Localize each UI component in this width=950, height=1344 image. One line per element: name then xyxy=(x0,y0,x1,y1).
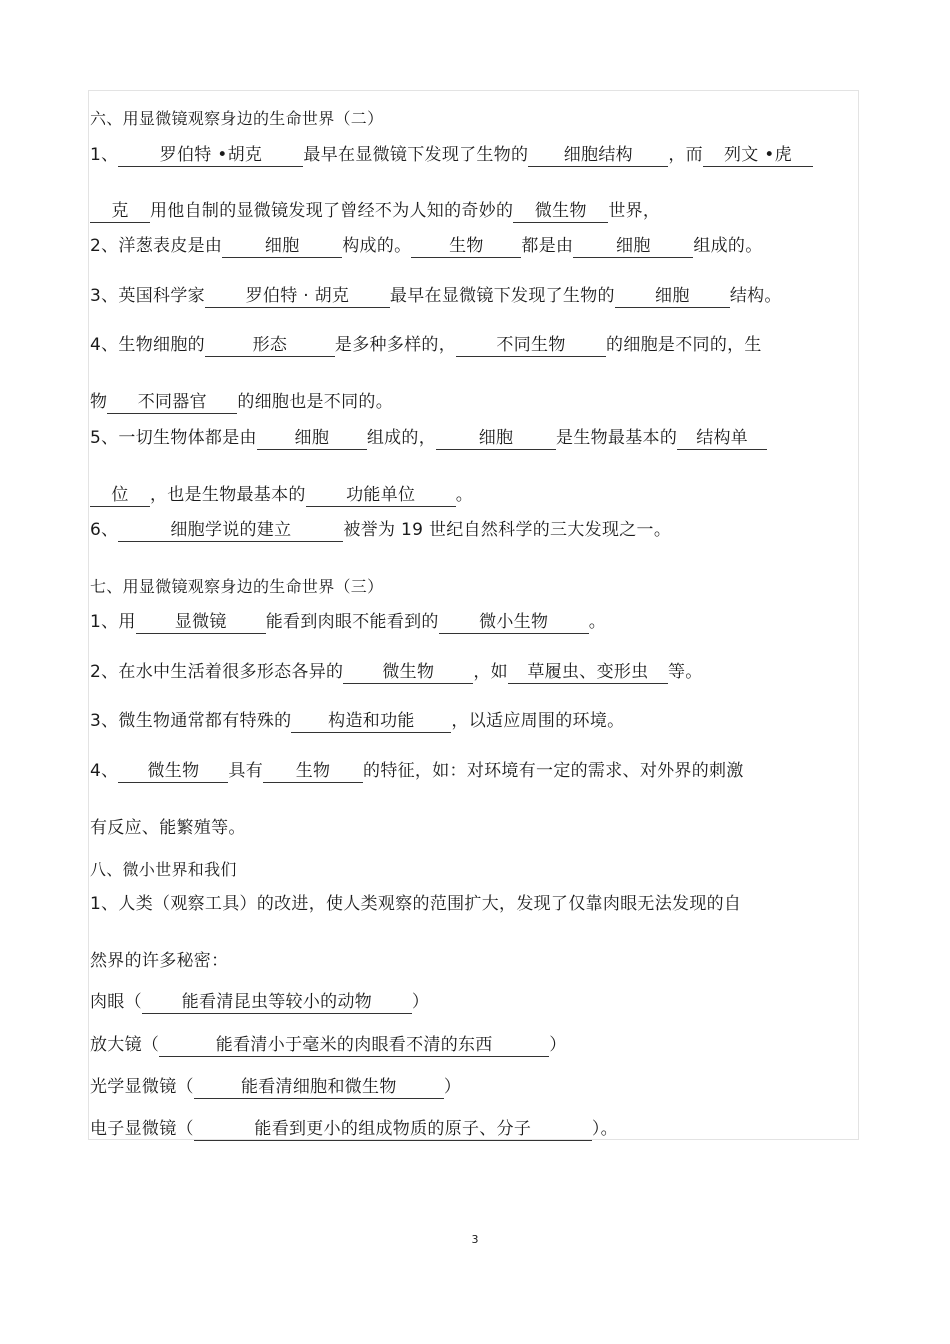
s6-q6: 6、 细胞学说的建立 被誉为 19 世纪自然科学的三大发现之一。 xyxy=(90,520,672,540)
blank: 能看清细胞和微生物 xyxy=(194,1076,444,1099)
s8-item-naked-eye: 肉眼（ 能看清昆虫等较小的动物 ） xyxy=(90,992,430,1012)
blank: 能看清小于毫米的肉眼看不清的东西 xyxy=(159,1034,549,1057)
blank: 形态 xyxy=(205,334,335,357)
blank: 微生物 xyxy=(343,661,473,684)
blank: 构造和功能 xyxy=(291,710,451,733)
s6-q1-line2: 克 用他自制的显微镜发现了曾经不为人知的奇妙的 微生物 世界， xyxy=(90,200,858,223)
blank: 细胞 xyxy=(615,285,730,308)
s6-q1-line1: 1、 罗伯特 •胡克 最早在显微镜下发现了生物的 细胞结构 ，而 列文 •虎 xyxy=(90,144,858,167)
blank: 生物 xyxy=(411,235,521,258)
s6-q5-line2: 位 ，也是生物最基本的 功能单位 。 xyxy=(90,484,858,507)
s6-q2: 2、洋葱表皮是由 细胞 构成的。 生物 都是由 细胞 组成的。 xyxy=(90,236,763,256)
blank: 罗伯特 •胡克 xyxy=(118,144,303,167)
s8-item-magnifier: 放大镜（ 能看清小于毫米的肉眼看不清的东西 ） xyxy=(90,1035,567,1055)
s7-q4-line1: 4、 微生物 具有 生物 的特征，如：对环境有一定的需求、对外界的刺激 xyxy=(90,761,744,781)
blank: 显微镜 xyxy=(136,611,266,634)
blank: 微生物 xyxy=(513,200,608,223)
blank: 罗伯特 · 胡克 xyxy=(205,285,390,308)
blank: 不同生物 xyxy=(456,334,606,357)
blank: 能看清昆虫等较小的动物 xyxy=(142,991,412,1014)
blank: 细胞结构 xyxy=(528,144,668,167)
blank: 细胞 xyxy=(222,235,342,258)
blank: 微生物 xyxy=(118,760,228,783)
s7-q2: 2、在水中生活着很多形态各异的 微生物 ，如 草履虫、变形虫 等。 xyxy=(90,662,703,682)
blank: 位 xyxy=(90,484,150,507)
blank: 细胞 xyxy=(257,427,367,450)
blank: 能看到更小的组成物质的原子、分子 xyxy=(194,1118,592,1141)
s8-item-electron-microscope: 电子显微镜（ 能看到更小的组成物质的原子、分子 ）。 xyxy=(90,1119,618,1139)
s6-q5-line1: 5、一切生物体都是由 细胞 组成的， 细胞 是生物最基本的 结构单 xyxy=(90,427,858,450)
blank: 克 xyxy=(90,200,150,223)
s6-q4-line1: 4、生物细胞的 形态 是多种多样的， 不同生物 的细胞是不同的，生 xyxy=(90,335,762,355)
blank: 功能单位 xyxy=(306,484,456,507)
blank: 不同器官 xyxy=(107,391,237,414)
s7-q4-line2: 有反应、能繁殖等。 xyxy=(90,818,246,838)
section-heading-8: 八、微小世界和我们 xyxy=(90,860,237,879)
blank: 细胞学说的建立 xyxy=(118,519,343,542)
blank: 列文 •虎 xyxy=(703,144,813,167)
blank: 结构单 xyxy=(677,427,767,450)
blank: 生物 xyxy=(263,760,363,783)
blank: 细胞 xyxy=(436,427,556,450)
section-heading-7: 七、用显微镜观察身边的生命世界（三） xyxy=(90,577,384,596)
s7-q1: 1、用 显微镜 能看到肉眼不能看到的 微小生物 。 xyxy=(90,612,607,632)
s8-item-optical-microscope: 光学显微镜（ 能看清细胞和微生物 ） xyxy=(90,1077,462,1097)
blank: 微小生物 xyxy=(439,611,589,634)
page-number: 3 xyxy=(471,1233,479,1246)
blank: 草履虫、变形虫 xyxy=(508,661,668,684)
blank: 细胞 xyxy=(573,235,693,258)
s8-q1-line1: 1、人类（观察工具）的改进，使人类观察的范围扩大，发现了仅靠肉眼无法发现的自 xyxy=(90,894,742,914)
section-heading-6: 六、用显微镜观察身边的生命世界（二） xyxy=(90,109,384,128)
s7-q3: 3、微生物通常都有特殊的 构造和功能 ，以适应周围的环境。 xyxy=(90,711,625,731)
s6-q3: 3、英国科学家 罗伯特 · 胡克 最早在显微镜下发现了生物的 细胞 结构。 xyxy=(90,286,782,306)
s8-q1-line2: 然界的许多秘密： xyxy=(90,951,229,971)
s6-q4-line2: 物 不同器官 的细胞也是不同的。 xyxy=(90,392,394,412)
